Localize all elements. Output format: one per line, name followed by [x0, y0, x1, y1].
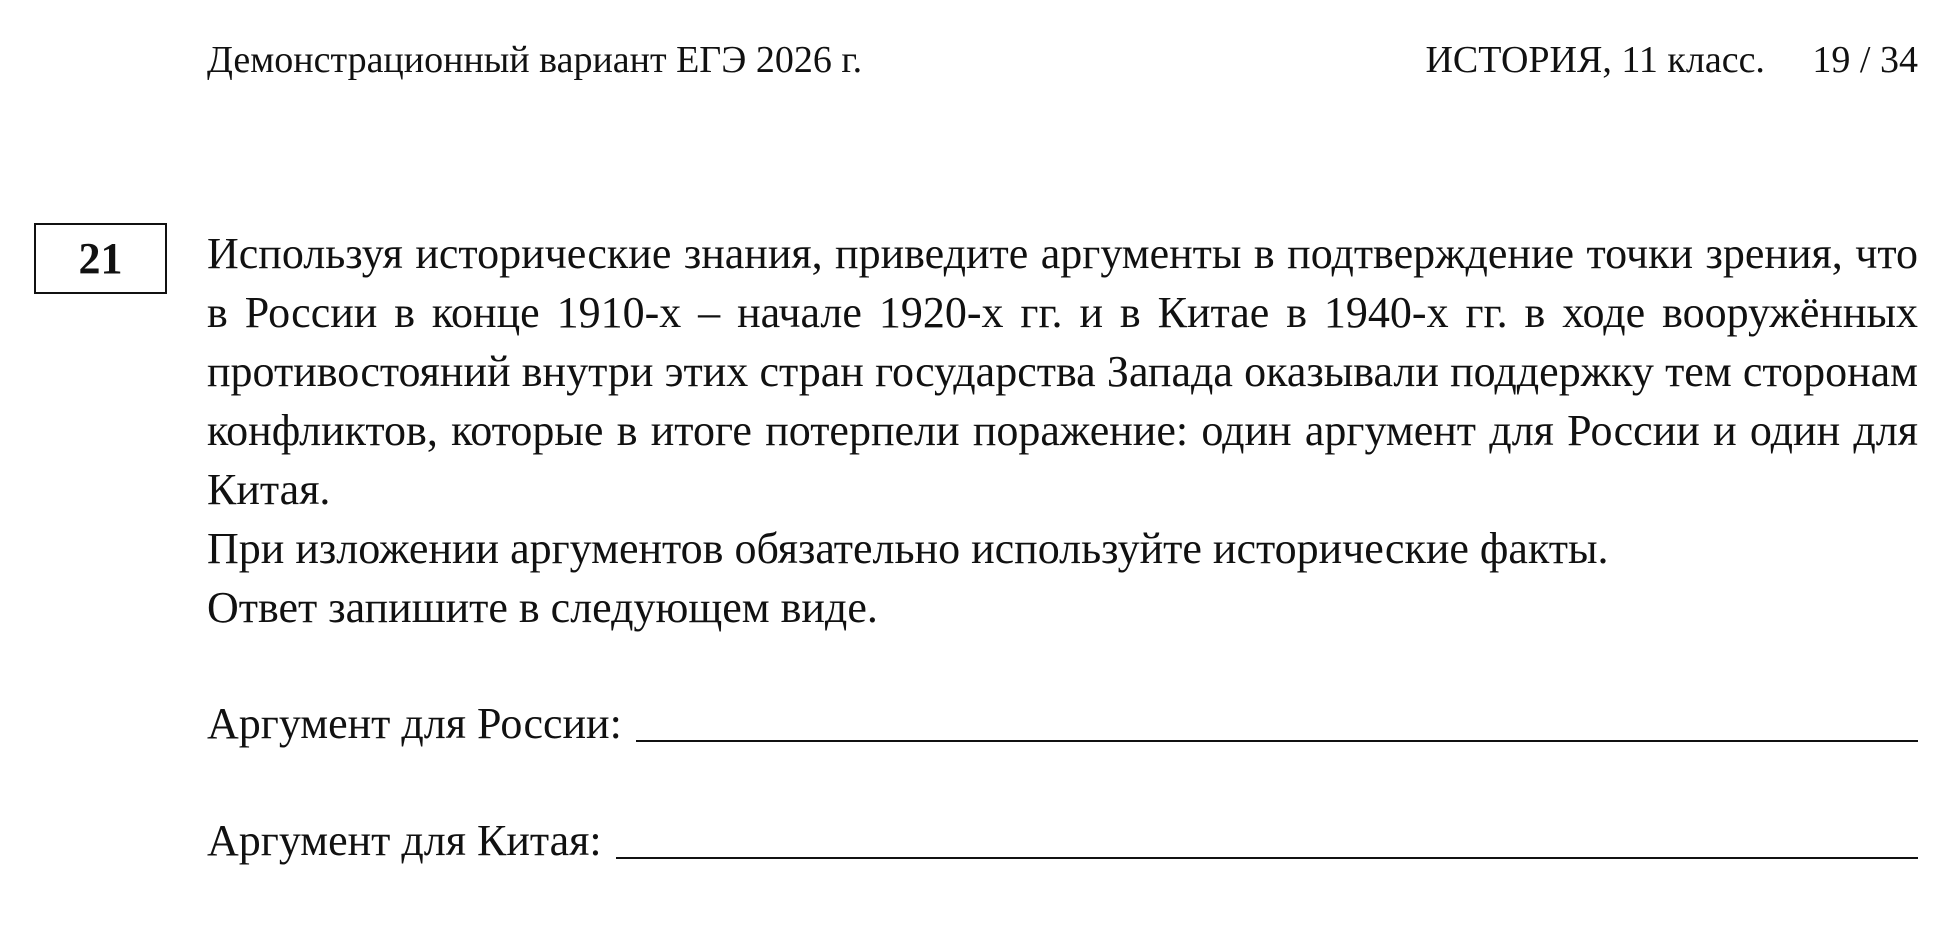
answer-label-russia: Аргумент для России: — [207, 699, 622, 748]
answer-row-china — [207, 811, 1918, 871]
task-body — [207, 224, 1918, 637]
answer-format-note: Ответ запишите в следующем виде. — [207, 583, 878, 632]
task-paragraph: Используя исторические знания, приведите аргументы в подтверждение точки зрения, что в России в конце 1910-х – начале 1920-х гг. и в Китае в 1940-х гг. в ходе вооружённых противостояний внутри этих стран государства Запада оказывали поддержку тем сторонам конфликтов, которые в итоге потерпели поражение: один аргумент для России и один для Китая. — [207, 229, 1918, 514]
task-instruction: При изложении аргументов обязательно используйте исторические факты. — [207, 524, 1609, 573]
answer-label-china: Аргумент для Китая: — [207, 816, 602, 865]
exam-variant-title: Демонстрационный вариант ЕГЭ 2026 г. — [207, 39, 863, 81]
answer-row-russia — [207, 694, 1918, 754]
answer-blank-russia — [636, 696, 1918, 742]
answer-blank-china — [616, 813, 1918, 859]
subject-and-page-number: ИСТОРИЯ, 11 класс. 19 / 34 — [1425, 39, 1918, 81]
page-header — [207, 30, 1918, 90]
task-number-box: 21 — [34, 223, 167, 294]
